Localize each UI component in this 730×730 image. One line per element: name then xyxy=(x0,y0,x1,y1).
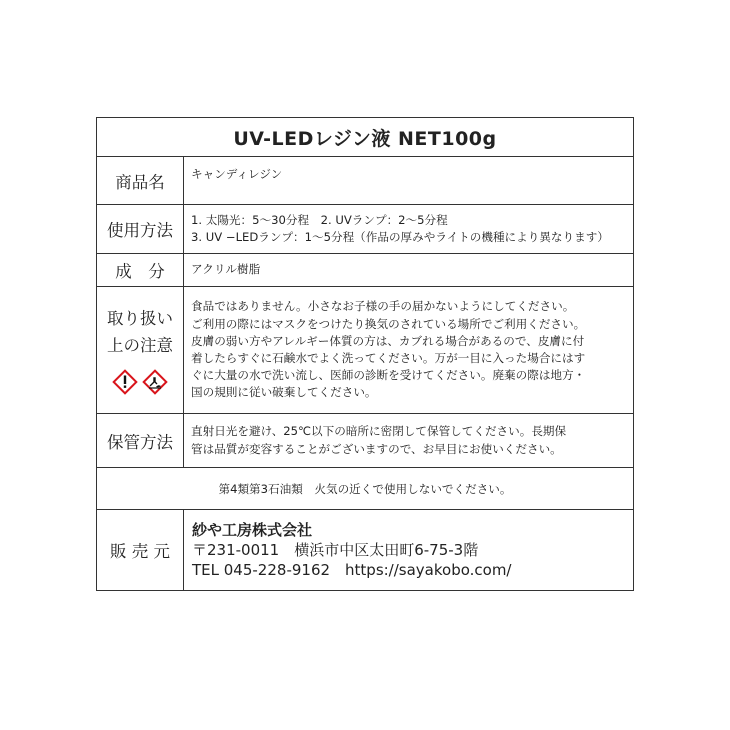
storage-line: 直射日光を避け、25℃以下の暗所に密閉して保管してください。長期保 xyxy=(191,424,567,439)
handling-header-line1: 取り扱い xyxy=(107,309,173,328)
storage-header: 保管方法 xyxy=(97,414,184,467)
seller-address: 〒231-0011 横浜市中区太田町6-75-3階 xyxy=(192,541,479,559)
usage-header: 使用方法 xyxy=(97,205,184,253)
row-ingredients xyxy=(97,253,633,286)
handling-line: ご利用の際にはマスクをつけたり換気のされている場所でご利用ください。 xyxy=(191,316,586,331)
handling-line: 食品ではありません。小さなお子様の手の届かないようにしてください。 xyxy=(191,299,575,314)
ingredients-text: アクリル樹脂 xyxy=(191,262,261,277)
seller-company: 紗や工房株式会社 xyxy=(192,521,313,539)
handling-line: 国の規則に従い破棄してください。 xyxy=(191,385,377,400)
storage-body xyxy=(184,414,633,467)
handling-line: ぐに大量の水で洗い流し、医師の診断を受けてください。廃棄の際は地方・ xyxy=(191,368,586,383)
ingredients-body xyxy=(184,254,633,286)
handling-header-line2: 上の注意 xyxy=(107,336,173,355)
environment-hazard-icon xyxy=(142,369,168,395)
exclamation-hazard-icon xyxy=(112,369,138,395)
row-seller xyxy=(97,509,633,590)
seller-contact: TEL 045-228-9162 https://sayakobo.com/ xyxy=(192,561,512,579)
hazard-icons xyxy=(112,369,168,395)
row-handling xyxy=(97,286,633,413)
row-usage xyxy=(97,204,633,253)
storage-line: 管は品質が変容することがございますので、お早目にお使いください。 xyxy=(191,441,562,456)
product-name-value xyxy=(184,157,633,204)
seller-body xyxy=(184,510,633,590)
label-title: UV-LEDレジン液 NET100g xyxy=(233,127,497,150)
handling-header xyxy=(97,287,184,413)
handling-body xyxy=(184,287,633,413)
handling-line: 皮膚の弱い方やアレルギー体質の方は、カブれる場合があるので、皮膚に付 xyxy=(191,333,585,348)
ingredients-header: 成 分 xyxy=(97,254,184,286)
seller-header: 販 売 元 xyxy=(97,510,184,590)
row-product-name xyxy=(97,156,633,204)
product-name-header: 商品名 xyxy=(97,157,184,204)
usage-line: 1. 太陽光：5〜30分程 2. UVランプ：2〜5分程 xyxy=(191,212,448,227)
usage-line: 3. UV −LEDランプ：1〜5分程（作品の厚みやライトの機種により異なります） xyxy=(191,230,609,244)
usage-body xyxy=(184,205,633,253)
product-name-text: キャンディレジン xyxy=(191,166,283,181)
hazard-notice: 第4類第3石油類 火気の近くで使用しないでください。 xyxy=(97,467,633,509)
handling-line: 着したらすぐに石鹸水でよく洗ってください。万が一目に入った場合にはす xyxy=(191,351,586,365)
product-label-table xyxy=(96,117,634,591)
row-storage xyxy=(97,413,633,467)
